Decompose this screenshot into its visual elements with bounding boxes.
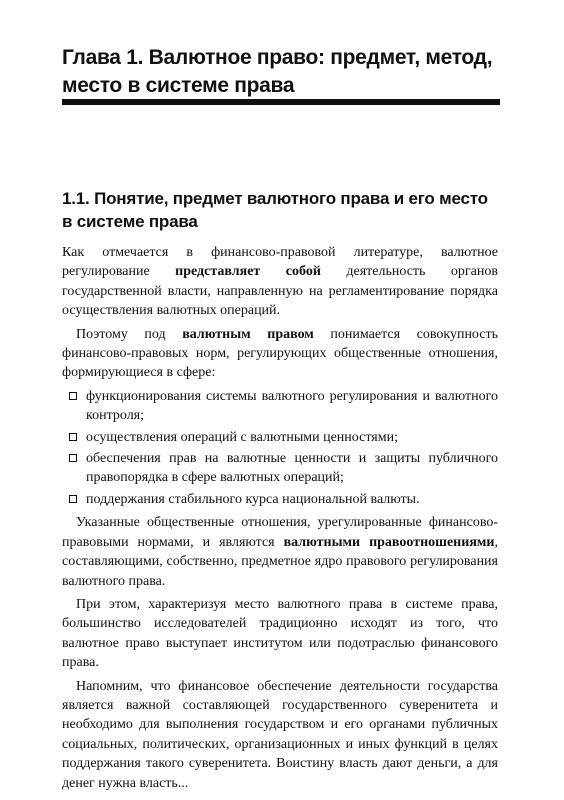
paragraph-3: Указанные общественные отношения, урегулированные финансово-правовыми нормами, и являются валютными правоотношениями, составляющими, собственно, предметное ядро правового регулирования валютного права. (62, 515, 498, 589)
section-title: 1.1. Понятие, предмет валютного права и его место в системе права (62, 189, 488, 231)
paragraph-2: Поэтому под валютным правом понимается совокупность финансово-правовых норм, регулирующих общественные отношения, формирующиеся в сфере: (62, 326, 498, 381)
chapter-title: Глава 1. Валютное право: предмет, метод, место в системе права (62, 46, 493, 97)
list-item: осуществления операций с валютными ценностями; (62, 428, 498, 447)
term-currency-law: валютным правом (182, 326, 314, 342)
list-item: функционирования системы валютного регулирования и валютного контроля; (62, 387, 498, 426)
body-text (62, 243, 498, 797)
emphasis-text: представляет собой (175, 264, 321, 280)
list-item: обеспечения прав на валютные ценности и защиты публичного правопорядка в сфере валютных операций; (62, 449, 498, 488)
checkbox-bullet-icon (69, 433, 77, 441)
scope-list (62, 387, 498, 509)
checkbox-bullet-icon (69, 454, 77, 462)
term-currency-relations: валютными правоотношениями (283, 534, 495, 550)
chapter-title-rule (62, 99, 500, 105)
list-item: поддержания стабильного курса национальной валюты. (62, 490, 498, 509)
paragraph-5: Напомним, что финансовое обеспечение деятельности государства является важной составляющей государственного суверенитета и необходимо для выполнения государством и его органами публичных социальных, политических, организационных и иных функций в целях поддержания такого суверенитета. Воистину власть дают деньги, а для денег нужна власть... (62, 678, 498, 791)
paragraph-4: При этом, характеризуя место валютного права в системе права, большинство исследователей традиционно исходят из того, что валютное право выступает институтом или подотраслью финансового права. (62, 596, 498, 671)
paragraph-1: Как отмечается в финансово-правовой литературе, валютное регулирование представляет собой деятельность органов государственной власти, направленную на регламентирование порядка осуществления валютных операций. (62, 245, 498, 319)
checkbox-bullet-icon (69, 392, 77, 400)
checkbox-bullet-icon (69, 495, 77, 503)
